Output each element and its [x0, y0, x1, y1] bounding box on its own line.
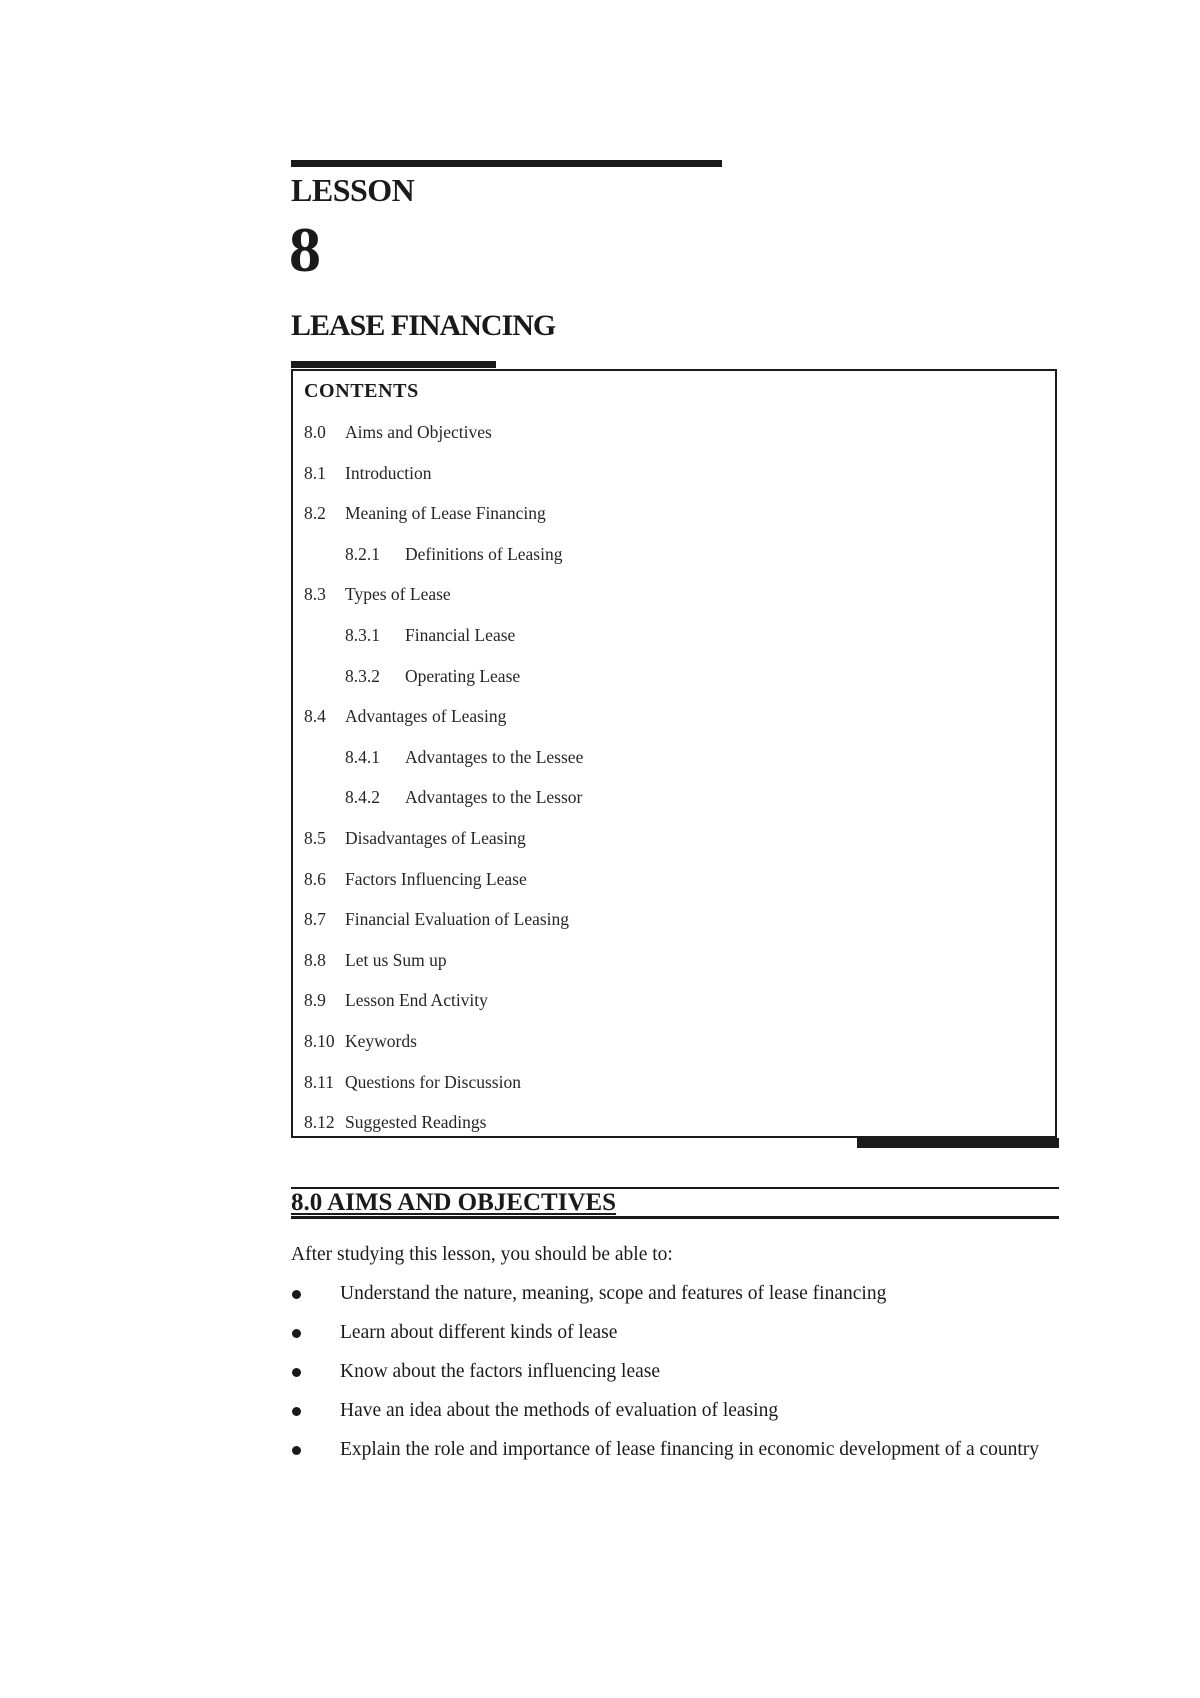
contents-heading: CONTENTS: [304, 380, 419, 402]
toc-text: Definitions of Leasing: [405, 543, 563, 564]
toc-item: [304, 1027, 1044, 1068]
toc-text: Lesson End Activity: [345, 990, 488, 1011]
toc-text: Meaning of Lease Financing: [345, 503, 546, 524]
toc-item: [304, 905, 1044, 946]
objective-item: [291, 1358, 1061, 1386]
toc-number: 8.8: [304, 949, 326, 970]
toc-text: Keywords: [345, 1030, 417, 1051]
toc-item: [304, 986, 1044, 1027]
toc-number: 8.3.2: [345, 665, 380, 686]
toc-text: Let us Sum up: [345, 949, 447, 970]
toc-number: 8.0: [304, 422, 326, 442]
toc-text: Types of Lease: [345, 584, 451, 605]
section-intro: After studying this lesson, you should be able to:: [291, 1244, 673, 1265]
toc-subitem: [304, 662, 1044, 703]
section-heading: 8.0 AIMS AND OBJECTIVES: [291, 1189, 617, 1216]
toc-number: 8.3: [304, 584, 326, 605]
objectives-list: [291, 1280, 1061, 1475]
toc-item: [304, 580, 1044, 621]
lesson-number: 8: [289, 214, 321, 285]
toc-subitem: [304, 540, 1044, 581]
toc-item: [304, 824, 1044, 865]
toc-text: Disadvantages of Leasing: [345, 827, 526, 848]
toc-number: 8.4.1: [345, 746, 380, 767]
toc-number: 8.10: [304, 1030, 335, 1051]
lesson-label: LESSON: [291, 172, 415, 208]
bullet-icon: [292, 1329, 301, 1338]
objective-text: Have an idea about the methods of evaluation of leasing: [340, 1400, 779, 1421]
toc-number: 8.12: [304, 1112, 335, 1133]
toc-text: Financial Evaluation of Leasing: [345, 909, 570, 930]
toc-text: Advantages of Leasing: [345, 706, 507, 727]
toc-text: Factors Influencing Lease: [345, 868, 527, 889]
section-rule-bottom: [291, 1216, 1059, 1219]
toc-subitem: [304, 783, 1044, 824]
toc-text: Advantages to the Lessor: [405, 787, 583, 808]
toc-number: 8.6: [304, 868, 326, 889]
toc-number: 8.9: [304, 990, 326, 1011]
toc-subitem: [304, 621, 1044, 662]
table-of-contents: [304, 418, 1044, 1149]
objective-item: [291, 1436, 1061, 1464]
top-rule: [291, 160, 722, 167]
bullet-icon: [292, 1446, 301, 1455]
objective-item: [291, 1319, 1061, 1347]
toc-item: [304, 702, 1044, 743]
toc-text: Operating Lease: [405, 665, 521, 686]
toc-item: [304, 459, 1044, 500]
toc-number: 8.4.2: [345, 787, 380, 808]
bullet-icon: [292, 1290, 301, 1299]
toc-text: Introduction: [345, 462, 432, 483]
bullet-icon: [292, 1407, 301, 1416]
objective-item: [291, 1280, 1061, 1308]
toc-item: [304, 499, 1044, 540]
objective-text: Understand the nature, meaning, scope and features of lease financing: [340, 1283, 887, 1304]
toc-number: 8.7: [304, 909, 326, 930]
objective-text: Explain the role and importance of lease financing in economic development of a country: [340, 1439, 1040, 1460]
toc-text: Advantages to the Lessee: [405, 746, 584, 767]
toc-number: 8.1: [304, 462, 326, 483]
toc-number: 8.11: [304, 1071, 334, 1092]
lesson-title: LEASE FINANCING: [291, 309, 556, 342]
toc-number: 8.2.1: [345, 543, 380, 564]
toc-number: 8.5: [304, 827, 326, 848]
toc-item: [304, 946, 1044, 987]
toc-item: [304, 418, 1044, 459]
toc-text: Questions for Discussion: [345, 1071, 521, 1092]
toc-item: [304, 1108, 1044, 1149]
toc-text: Suggested Readings: [345, 1112, 487, 1133]
objective-text: Know about the factors influencing lease: [340, 1361, 661, 1382]
toc-text: Financial Lease: [405, 624, 516, 645]
toc-subitem: [304, 743, 1044, 784]
bullet-icon: [292, 1368, 301, 1377]
objective-item: [291, 1397, 1061, 1425]
toc-number: 8.2: [304, 503, 326, 524]
objective-text: Learn about different kinds of lease: [340, 1322, 618, 1343]
toc-number: 8.4: [304, 706, 326, 727]
toc-item: [304, 1068, 1044, 1109]
toc-item: [304, 865, 1044, 906]
contents-tab-bar: [291, 361, 496, 368]
toc-text: Aims and Objectives: [345, 422, 492, 442]
toc-number: 8.3.1: [345, 624, 380, 645]
